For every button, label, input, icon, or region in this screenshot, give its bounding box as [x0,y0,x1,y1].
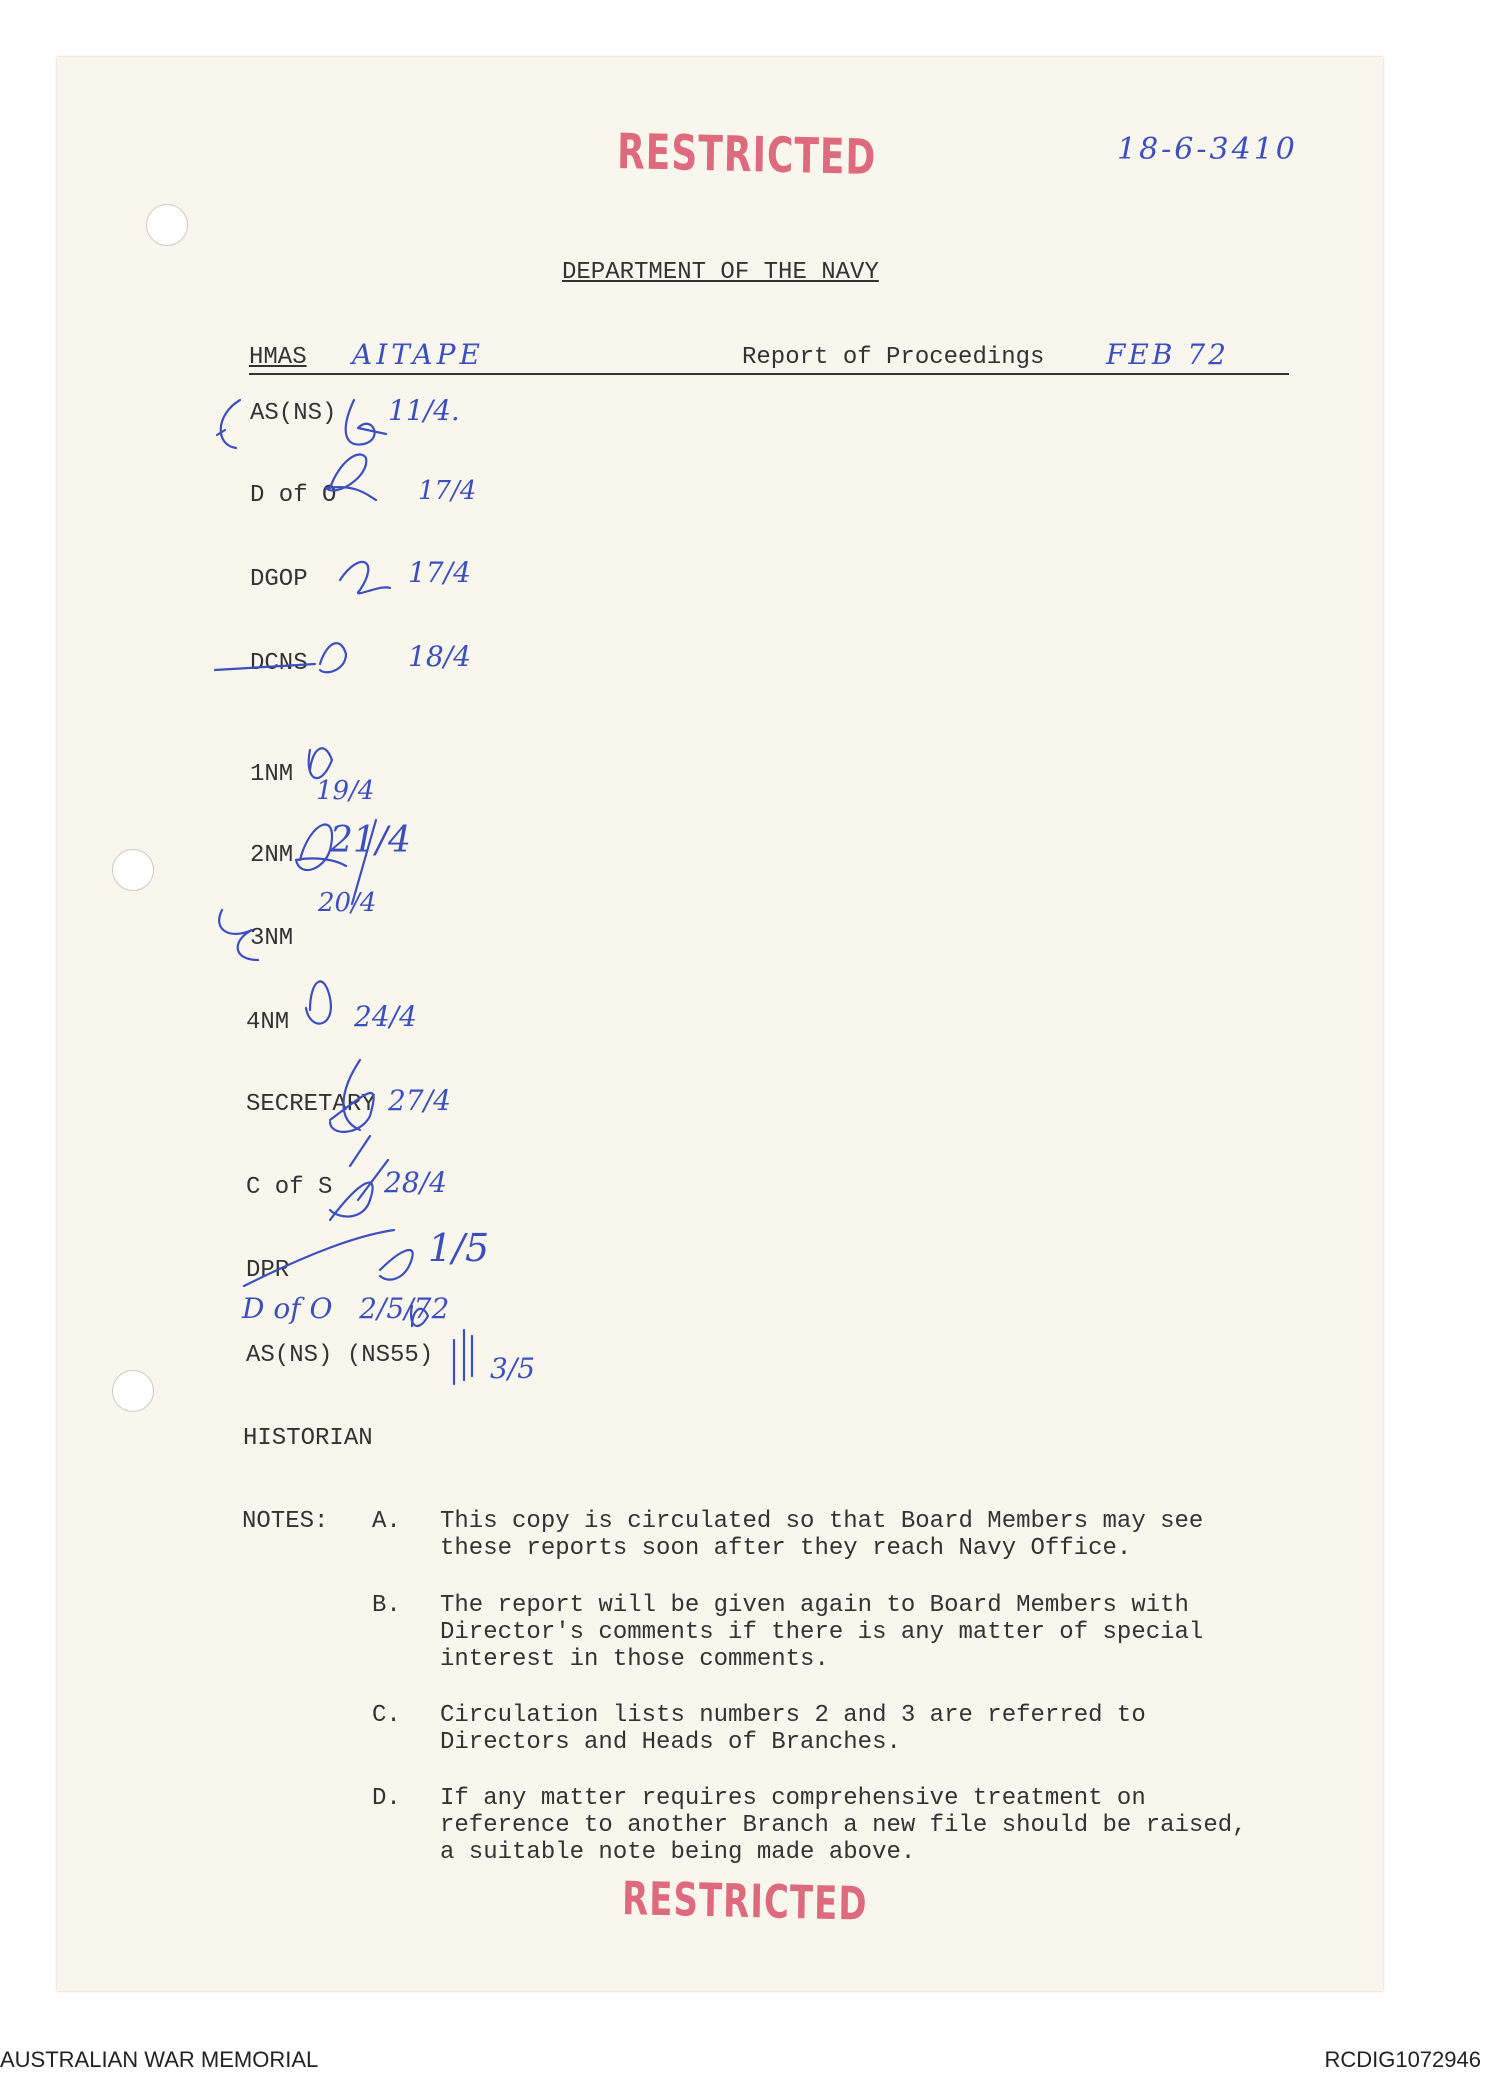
routing-initials: 1/5 [428,1226,490,1270]
report-label: Report of Proceedings [742,344,1045,371]
hmas-label: HMAS [249,344,307,371]
restricted-stamp-bottom: RESTRICTED [621,1872,868,1932]
routing-office: 1NM [250,761,294,788]
ship-name: AITAPE [352,338,484,371]
routing-office: AS(NS) (NS55) [246,1342,434,1369]
file-reference: 18-6-3410 [1117,132,1298,167]
routing-office: DCNS [250,650,308,677]
routing-initials: 17/4 [408,556,471,589]
department-title: DEPARTMENT OF THE NAVY [562,259,879,286]
routing-office: AS(NS) [250,400,337,427]
routing-office: 4NM [246,1009,290,1036]
note-text: The report will be given again to Board Members with Director's comments if there is any matter of special interest in those comments. [440,1592,1204,1673]
restricted-stamp-top: RESTRICTED [616,124,877,187]
footer-institution: AUSTRALIAN WAR MEMORIAL [0,2047,319,2072]
routing-office: 2NM [250,842,294,869]
routing-office: D of O [250,482,337,509]
routing-office: 3NM [250,925,294,952]
routing-office: DGOP [250,566,308,593]
routing-initials: 11/4. [388,394,460,427]
note-letter: C. [372,1702,401,1729]
routing-office: HISTORIAN [243,1425,373,1452]
note-letter: A. [372,1508,401,1535]
routing-initials: 3/5 [490,1352,536,1385]
routing-initials: 18/4 [408,640,471,673]
note-letter: B. [372,1592,401,1619]
routing-initials: 21/4 [330,820,411,861]
note-text: This copy is circulated so that Board Members may see these reports soon after they reach Navy Office. [440,1508,1204,1562]
routing-initials: 28/4 [384,1166,447,1199]
routing-office: DPR [246,1257,290,1284]
routing-initials: 27/4 [388,1084,451,1117]
note-letter: D. [372,1785,401,1812]
routing-office: SECRETARY [246,1091,376,1118]
report-period: FEB 72 [1106,338,1229,371]
note-text: Circulation lists numbers 2 and 3 are referred to Directors and Heads of Branches. [440,1702,1146,1756]
routing-handwritten-entry: D of O 2/5/72 [242,1292,450,1325]
routing-initials: 24/4 [354,1000,417,1033]
routing-office: C of S [246,1174,333,1201]
note-text: If any matter requires comprehensive treatment on reference to another Branch a new file should be raised, a suitable note being made above. [440,1785,1247,1866]
notes-label: NOTES: [242,1508,329,1535]
routing-initials: 19/4 [316,776,375,806]
routing-initials: 20/4 [318,888,377,918]
footer-identifier: RCDIG1072946 [1324,2047,1481,2072]
routing-initials: 17/4 [418,476,477,506]
